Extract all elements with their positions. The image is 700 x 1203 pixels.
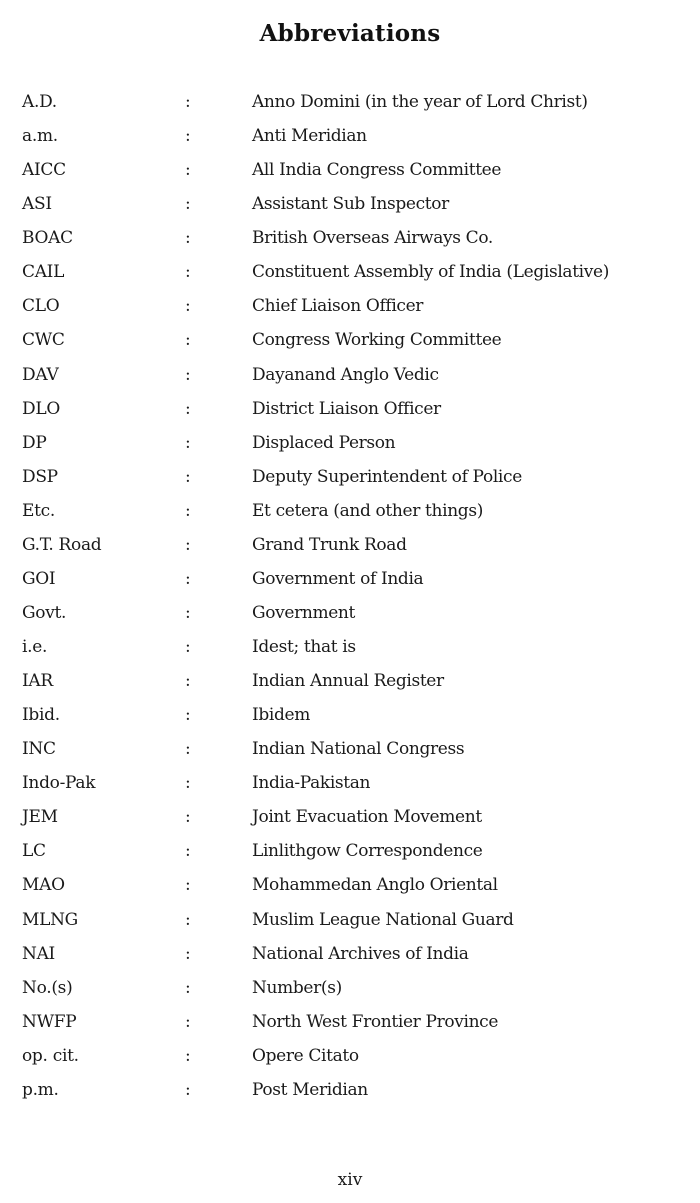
abbreviation-term: op. cit. [22,1045,79,1066]
abbreviation-term: p.m. [22,1079,59,1100]
abbreviation-meaning: Chief Liaison Officer [252,296,424,317]
abbreviation-row [0,225,700,259]
abbreviation-term: a.m. [22,126,58,147]
abbreviation-row [0,293,700,327]
abbreviation-separator: : [185,602,191,623]
abbreviation-separator: : [185,466,191,487]
abbreviation-meaning: Ibidem [252,705,310,726]
abbreviation-row [0,396,700,430]
abbreviation-separator: : [185,194,191,215]
abbreviation-term: Govt. [22,602,67,623]
abbreviation-term: MLNG [22,909,78,930]
abbreviation-separator: : [185,637,191,657]
abbreviation-separator: : [185,432,191,453]
abbreviation-row [0,123,700,157]
abbreviation-separator: : [185,977,191,998]
abbreviation-term: Ibid. [22,705,60,726]
abbreviation-term: DP [22,432,47,453]
abbreviation-meaning: Government [252,602,356,623]
abbreviation-meaning: Assistant Sub Inspector [252,194,449,215]
abbreviation-term: JEM [22,807,58,828]
abbreviation-row [0,89,700,123]
abbreviation-row [0,498,700,532]
abbreviation-meaning: Dayanand Anglo Vedic [252,364,439,385]
abbreviation-separator: : [185,398,191,419]
abbreviation-meaning: Opere Citato [252,1045,359,1066]
abbreviation-row [0,157,700,191]
abbreviation-separator: : [185,296,191,317]
abbreviation-meaning: Indian National Congress [252,739,465,760]
abbreviation-row [0,1009,700,1043]
abbreviation-separator: : [185,160,191,181]
abbreviation-term: CWC [22,330,65,351]
abbreviation-row [0,770,700,804]
abbreviation-separator: : [185,262,191,283]
abbreviation-term: DLO [22,398,60,419]
page-number: xiv [337,1170,363,1190]
abbreviation-meaning: Indian Annual Register [252,671,444,692]
abbreviation-separator: : [185,671,191,692]
abbreviation-separator: : [185,943,191,964]
abbreviation-term: No.(s) [22,977,73,998]
abbreviation-row [0,430,700,464]
abbreviation-row [0,259,700,293]
abbreviation-meaning: British Overseas Airways Co. [252,228,493,249]
abbreviation-separator: : [185,841,191,862]
abbreviation-term: DSP [22,466,58,487]
abbreviation-meaning: Anno Domini (in the year of Lord Christ) [252,92,588,112]
abbreviation-separator: : [185,875,191,896]
abbreviation-term: MAO [22,875,65,896]
abbreviation-separator: : [185,1011,191,1032]
abbreviation-separator: : [185,126,191,147]
abbreviations-list [0,89,700,1111]
abbreviation-row [0,736,700,770]
abbreviation-term: GOI [22,568,56,589]
abbreviation-term: AICC [22,160,66,181]
abbreviation-meaning: Deputy Superintendent of Police [252,466,522,487]
abbreviation-meaning: Linlithgow Correspondence [252,841,483,862]
abbreviation-term: G.T. Road [22,534,102,555]
abbreviation-meaning: Government of India [252,568,424,589]
abbreviation-row [0,838,700,872]
abbreviation-meaning: India-Pakistan [252,773,371,794]
abbreviation-row [0,975,700,1009]
abbreviation-row [0,702,700,736]
abbreviation-separator: : [185,1079,191,1100]
abbreviation-row [0,804,700,838]
abbreviation-row [0,327,700,361]
abbreviation-meaning: Muslim League National Guard [252,909,514,930]
abbreviation-separator: : [185,500,191,521]
abbreviation-meaning: District Liaison Officer [252,398,441,419]
abbreviation-row [0,1043,700,1077]
abbreviation-meaning: Number(s) [252,977,342,998]
abbreviation-term: Etc. [22,500,55,521]
abbreviation-separator: : [185,92,191,112]
abbreviation-meaning: All India Congress Committee [252,160,502,181]
abbreviation-meaning: Anti Meridian [252,126,367,147]
abbreviation-term: NWFP [22,1011,77,1032]
abbreviation-row [0,872,700,906]
abbreviation-meaning: National Archives of India [252,943,469,964]
abbreviation-row [0,941,700,975]
abbreviation-row [0,668,700,702]
abbreviation-term: BOAC [22,228,73,249]
abbreviation-row [0,464,700,498]
abbreviation-term: ASI [22,194,52,215]
abbreviation-separator: : [185,568,191,589]
abbreviation-meaning: North West Frontier Province [252,1011,499,1032]
abbreviation-term: CLO [22,296,60,317]
abbreviation-term: INC [22,739,56,760]
abbreviation-meaning: Et cetera (and other things) [252,500,483,521]
abbreviation-row [0,907,700,941]
abbreviation-separator: : [185,1045,191,1066]
abbreviation-meaning: Post Meridian [252,1079,368,1100]
abbreviation-meaning: Constituent Assembly of India (Legislative) [252,262,610,283]
abbreviation-meaning: Mohammedan Anglo Oriental [252,875,498,896]
abbreviation-term: LC [22,841,46,862]
abbreviation-row [0,1077,700,1111]
abbreviation-term: NAI [22,943,55,964]
abbreviation-meaning: Joint Evacuation Movement [252,807,482,828]
abbreviation-separator: : [185,228,191,249]
abbreviation-term: DAV [22,364,59,385]
abbreviation-separator: : [185,909,191,930]
abbreviation-meaning: Congress Working Committee [252,330,502,351]
abbreviation-row [0,634,700,668]
abbreviation-meaning: Displaced Person [252,432,396,453]
abbreviation-row [0,600,700,634]
abbreviation-separator: : [185,739,191,760]
abbreviation-separator: : [185,330,191,351]
abbreviation-separator: : [185,534,191,555]
abbreviation-row [0,532,700,566]
abbreviation-separator: : [185,364,191,385]
abbreviation-separator: : [185,773,191,794]
abbreviation-row [0,191,700,225]
abbreviation-term: CAIL [22,262,65,283]
abbreviation-term: Indo-Pak [22,773,96,794]
abbreviation-separator: : [185,705,191,726]
abbreviation-term: A.D. [22,92,57,112]
abbreviation-separator: : [185,807,191,828]
abbreviation-row [0,566,700,600]
page-title: Abbreviations [259,20,441,47]
abbreviation-meaning: Grand Trunk Road [252,534,407,555]
abbreviation-meaning: Idest; that is [252,637,356,657]
abbreviation-term: i.e. [22,637,48,657]
abbreviation-term: IAR [22,671,53,692]
abbreviation-row [0,362,700,396]
